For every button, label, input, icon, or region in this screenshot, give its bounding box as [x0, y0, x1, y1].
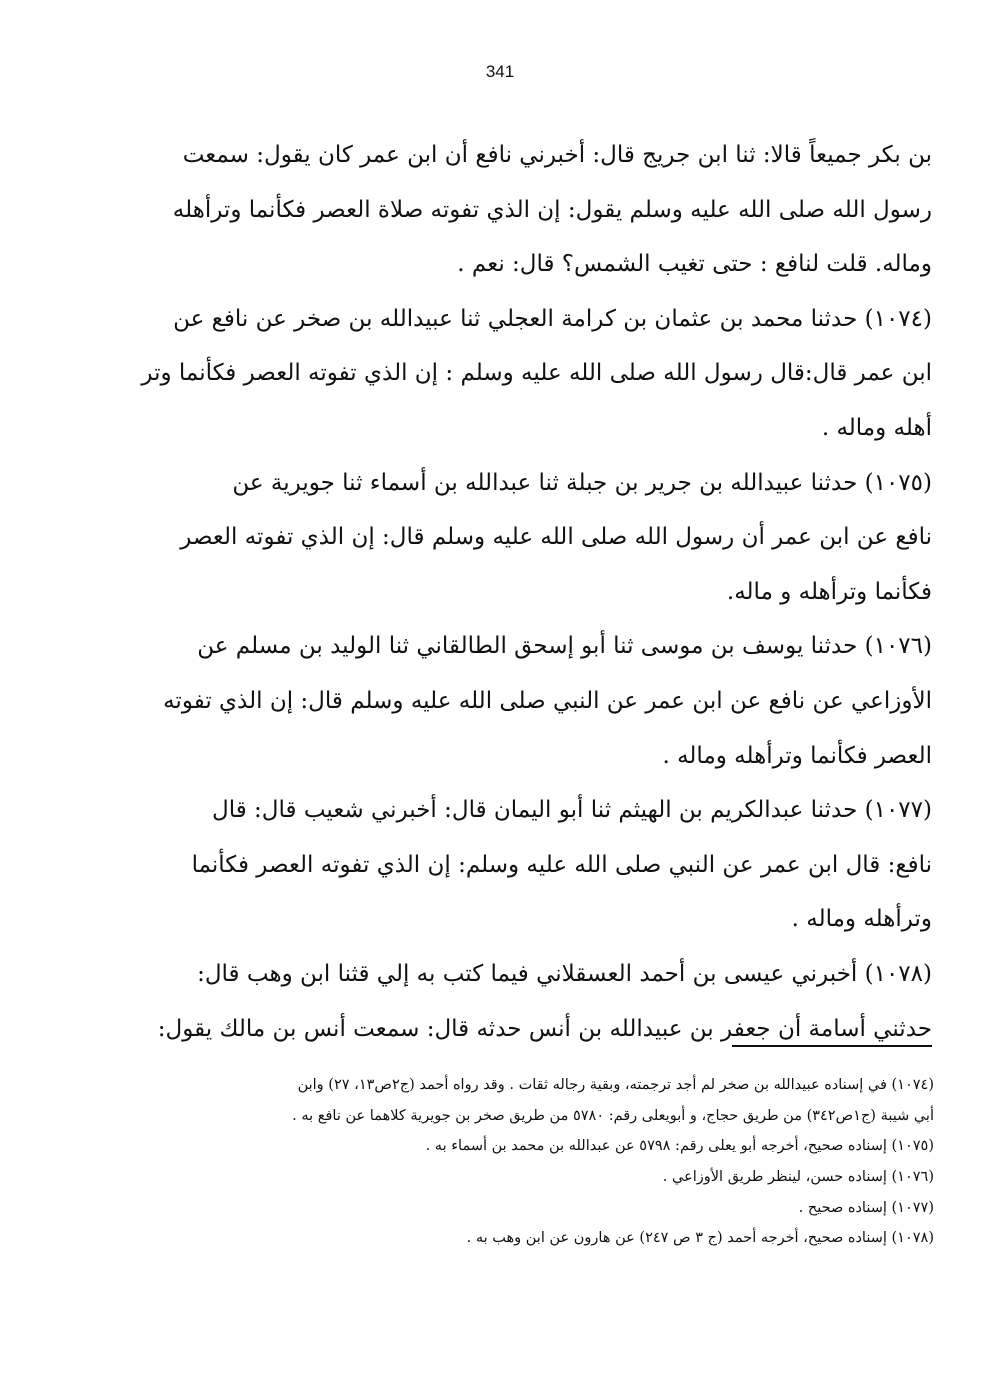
- text-line: أهله وماله .: [821, 414, 932, 441]
- text-line: فكأنما وترأهله و ماله.: [726, 578, 932, 605]
- text-line: (١٠٧٥) حدثنا عبيدالله بن جرير بن جبلة ثنا عبدالله بن أسماء ثنا جويرية عن: [232, 469, 932, 496]
- footnote-line: (١٠٧٤) في إسناده عبيدالله بن صخر لم أجد ترجمته، وبقية رجاله ثقات . وقد رواه أحمد (ج٢ص١٣، ٢٧) وابن: [297, 1077, 934, 1093]
- text-line: (١٠٧٨) أخبرني عيسى بن أحمد العسقلاني فيما كتب به إلي قثنا ابن وهب قال:: [197, 960, 932, 987]
- text-line: الأوزاعي عن نافع عن ابن عمر عن النبي صلى الله عليه وسلم قال: إن الذي تفوته: [163, 687, 932, 714]
- footnote-line: (١٠٧٧) إسناده صحيح .: [798, 1199, 934, 1216]
- footnotes: [148, 1070, 934, 1254]
- text-line: العصر فكأنما وترأهله وماله .: [662, 742, 932, 769]
- footnote-line: (١٠٧٥) إسناده صحيح، أخرجه أبو يعلى رقم: ٥٧٩٨ عن عبدالله بن محمد بن أسماء به .: [425, 1138, 934, 1155]
- text-line: وماله. قلت لنافع : حتى تغيب الشمس؟ قال: نعم .: [457, 251, 932, 278]
- text-line: (١٠٧٦) حدثنا يوسف بن موسى ثنا أبو إسحق الطالقاني ثنا الوليد بن مسلم عن: [197, 633, 932, 660]
- text-line: بن بكر جميعاً قالا: ثنا ابن جريج قال: أخبرني نافع أن ابن عمر كان يقول: سمعت: [182, 142, 932, 168]
- text-line: نافع عن ابن عمر أن رسول الله صلى الله عليه وسلم قال: إن الذي تفوته العصر: [180, 524, 932, 551]
- text-line: وترأهله وماله .: [791, 906, 932, 933]
- main-text: [140, 128, 932, 1056]
- page-number: 341: [485, 62, 515, 81]
- text-line: نافع: قال ابن عمر عن النبي صلى الله عليه وسلم: إن الذي تفوته العصر فكأنما: [191, 851, 932, 878]
- text-line: رسول الله صلى الله عليه وسلم يقول: إن الذي تفوته صلاة العصر فكأنما وترأهله: [172, 196, 932, 223]
- footnote-line: أبي شيبة (ج١ص٣٤٢) من طريق حجاج، و أبويعلى رقم: ٥٧٨٠ من طريق صخر بن جويرية كلاهما عن نافع به .: [292, 1107, 934, 1124]
- footnote-line: (١٠٧٨) إسناده صحيح، أخرجه أحمد (ج ٣ ص ٢٤٧) عن هارون عن ابن وهب به .: [466, 1230, 934, 1247]
- text-line: حدثني أسامة أن جعفر بن عبيدالله بن أنس حدثه قال: سمعت أنس بن مالك يقول:: [157, 1015, 932, 1042]
- text-line: ابن عمر قال:قال رسول الله صلى الله عليه وسلم : إن الذي تفوته العصر فكأنما وتر: [141, 360, 932, 387]
- text-line: (١٠٧٧) حدثنا عبدالكريم بن الهيثم ثنا أبو اليمان قال: أخبرني شعيب قال: قال: [212, 797, 932, 824]
- text-line: (١٠٧٤) حدثنا محمد بن عثمان بن كرامة العجلي ثنا عبيدالله بن صخر عن نافع عن: [173, 305, 932, 332]
- footnote-line: (١٠٧٦) إسناده حسن، لينظر طريق الأوزاعي .: [662, 1169, 934, 1186]
- footnote-divider: [732, 1045, 932, 1047]
